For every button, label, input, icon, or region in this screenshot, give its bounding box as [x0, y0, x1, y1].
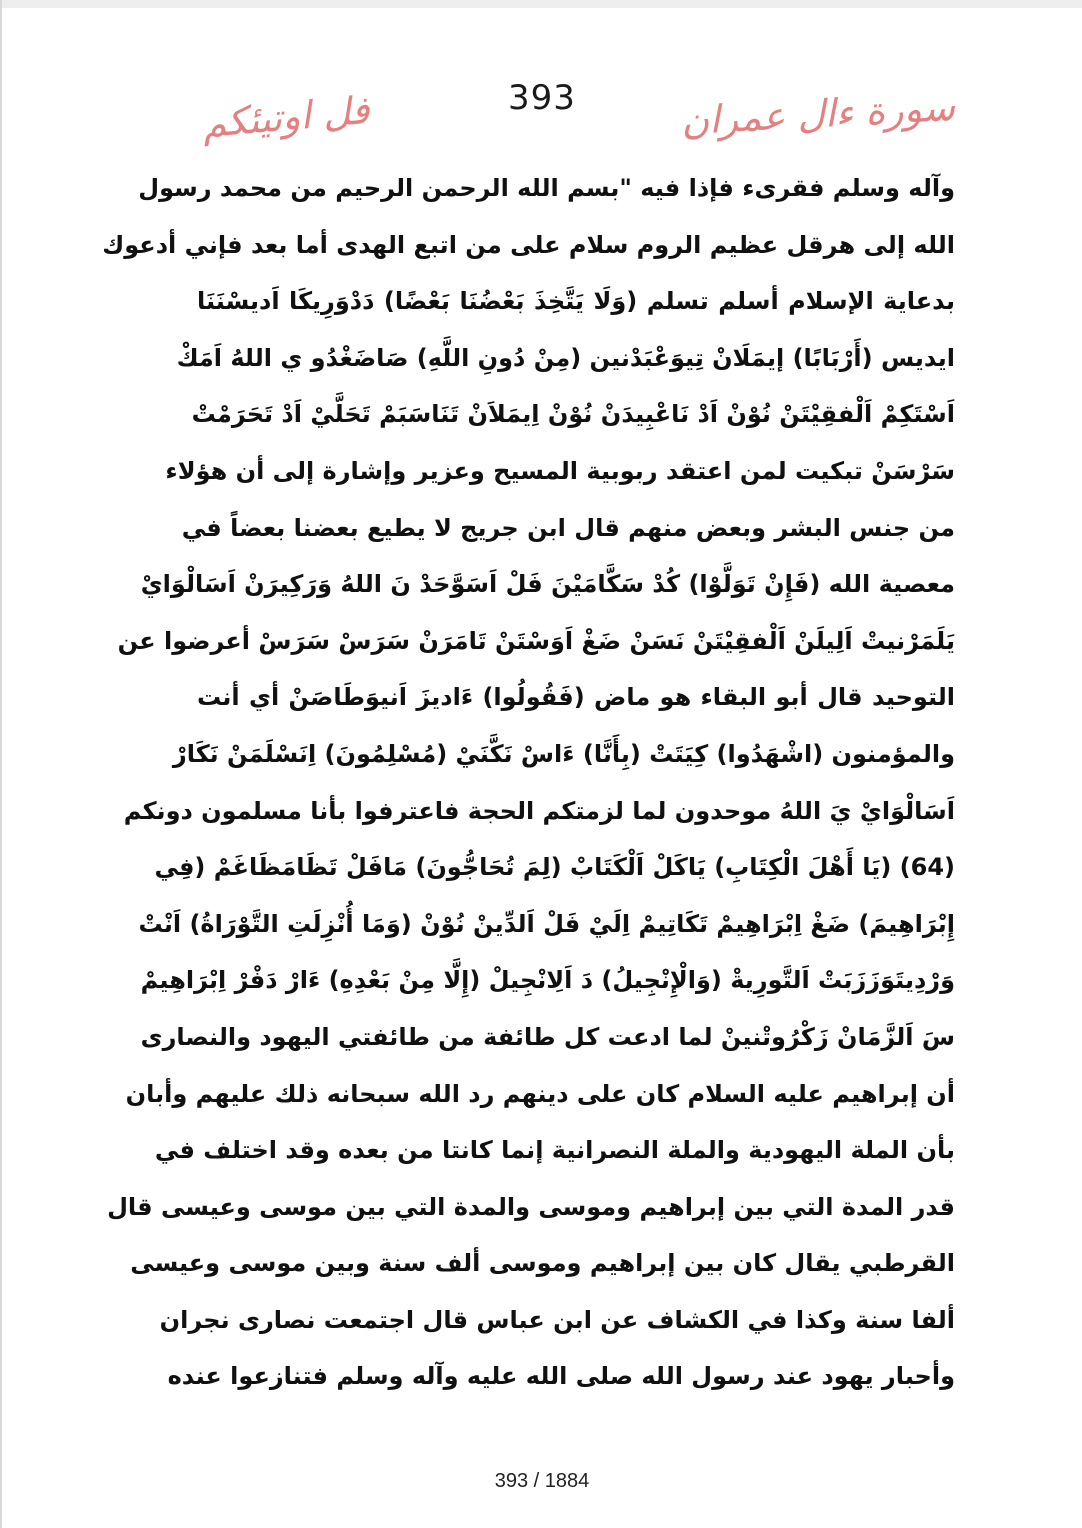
- text-line: سَرْسَنْ تبكيت لمن اعتقد ربوبية المسيح وعزير وإشارة إلى أن هؤلاء: [165, 456, 955, 485]
- text-line: التوحيد قال أبو البقاء هو ماض (فَقُولُوا) ءَاديزَ اَنيوَطَاصَنْ أي أنت: [197, 683, 955, 712]
- text-line: القرطبي يقال كان بين إبراهيم وموسى ألف سنة وبين موسى وعيسى: [130, 1249, 955, 1278]
- page-number: 393: [508, 78, 576, 118]
- text-line: اَسْتَكِمْ اَلْفقِيْتَنْ نُوْنْ اَدْ نَاعْبِيدَنْ نُوْنْ اِيمَلاَنْ تَنَاسَبَمْ تَحَلَّيْ اَدْ تَحَرَمْتْ: [191, 400, 955, 429]
- text-line: وأحبار يهود عند رسول الله صلى الله عليه وآله وسلم فتنازعوا عنده: [167, 1362, 955, 1391]
- text-line: من جنس البشر وبعض منهم قال ابن جريج لا يطيع بعضنا بعضاً في: [181, 513, 955, 542]
- text-line: (64) (يَا أَهْلَ الْكِتَابِ) يَاكَلْ اَلْكَتَابْ (لِمَ تُحَاجُّونَ) مَافَلْ تَظَامَظَاغَمْ (فِي: [154, 853, 955, 882]
- text-line: بدعاية الإسلام أسلم تسلم (وَلَا يَتَّخِذَ بَعْضُنَا بَعْضًا) دَدْوَرِيكَا اَديسْنَنَا: [197, 287, 955, 316]
- text-line: اَسَالْوَايْ يَ اللهُ موحدون لما لزمتكم الحجة فاعترفوا بأنا مسلمون دونكم: [123, 796, 955, 825]
- text-line: إِبْرَاهِيمَ) ضَغْ اِبْرَاهِيمْ تَكَاتِيمْ اِلَيْ فَلْ اَلدِّينْ نُوْنْ (وَمَا أُنْزِلَتِ التَّوْرَاةُ) اَنْتْ: [138, 909, 955, 938]
- text-line: ألفا سنة وكذا في الكشاف عن ابن عباس قال اجتمعت نصارى نجران: [159, 1305, 955, 1334]
- body-text: [102, 160, 955, 1405]
- text-line: قدر المدة التي بين إبراهيم وموسى والمدة التي بين موسى وعيسى قال: [107, 1192, 955, 1221]
- page-top-edge: [2, 0, 1082, 8]
- text-line: سَ اَلزَّمَانْ زَكْرُوتْنينْ لما ادعت كل طائفة من طائفتي اليهود والنصارى: [140, 1022, 955, 1051]
- text-line: بأن الملة اليهودية والملة النصرانية إنما كانتا من بعده وقد اختلف في: [154, 1136, 955, 1165]
- text-line: وَرْدِيتَوَزَزَبَتْ اَلتَّورِيةْ (وَالْإِنْجِيلُ) دَ اَلِانْجِيلْ (إِلَّا مِنْ بَعْدِهِ) ءَارْ دَفْرْ اِبْرَاهِيمْ: [140, 966, 955, 995]
- page-indicator: 393 / 1884: [494, 1470, 590, 1492]
- handwritten-margin-note: فل اوتيئكم: [200, 87, 372, 147]
- text-line: ايديس (أَرْبَابًا) إيمَلَانْ تِيوَعْبَدْنين (مِنْ دُونِ اللَّهِ) صَاضَغْدُو ي اللهُ اَمَكْ: [176, 343, 955, 372]
- text-line: يَلَمَرْنيتْ اَلِيلَنْ اَلْفقِيْتَنْ نَسَنْ ضَغْ اَوَسْتَنْ تَامَرَنْ سَرَسْ سَرَسْ أعرضوا عن: [117, 626, 955, 655]
- text-line: معصية الله (فَإِنْ تَوَلَّوْا) كُدْ سَكَّامَيْنَ فَلْ اَسَوَّحَدْ نَ اللهُ وَرَكِيرَنْ اَسَالْوَايْ: [140, 570, 955, 599]
- text-line: أن إبراهيم عليه السلام كان على دينهم رد الله سبحانه ذلك عليهم وأبان: [125, 1079, 955, 1108]
- text-line: الله إلى هرقل عظيم الروم سلام على من اتبع الهدى أما بعد فإني أدعوك: [102, 230, 955, 259]
- text-line: والمؤمنون (اشْهَدُوا) كِيَتَتْ (بِأَنَّا) ءَاسْ نَكَّنَيْ (مُسْلِمُونَ) اِنَسْلَمَنْ نَكَارْ: [172, 739, 955, 768]
- text-line: وآله وسلم فقرىء فإذا فيه "بسم الله الرحمن الرحيم من محمد رسول: [138, 174, 955, 202]
- handwritten-surah-note: سورة ءال عمران: [680, 84, 956, 144]
